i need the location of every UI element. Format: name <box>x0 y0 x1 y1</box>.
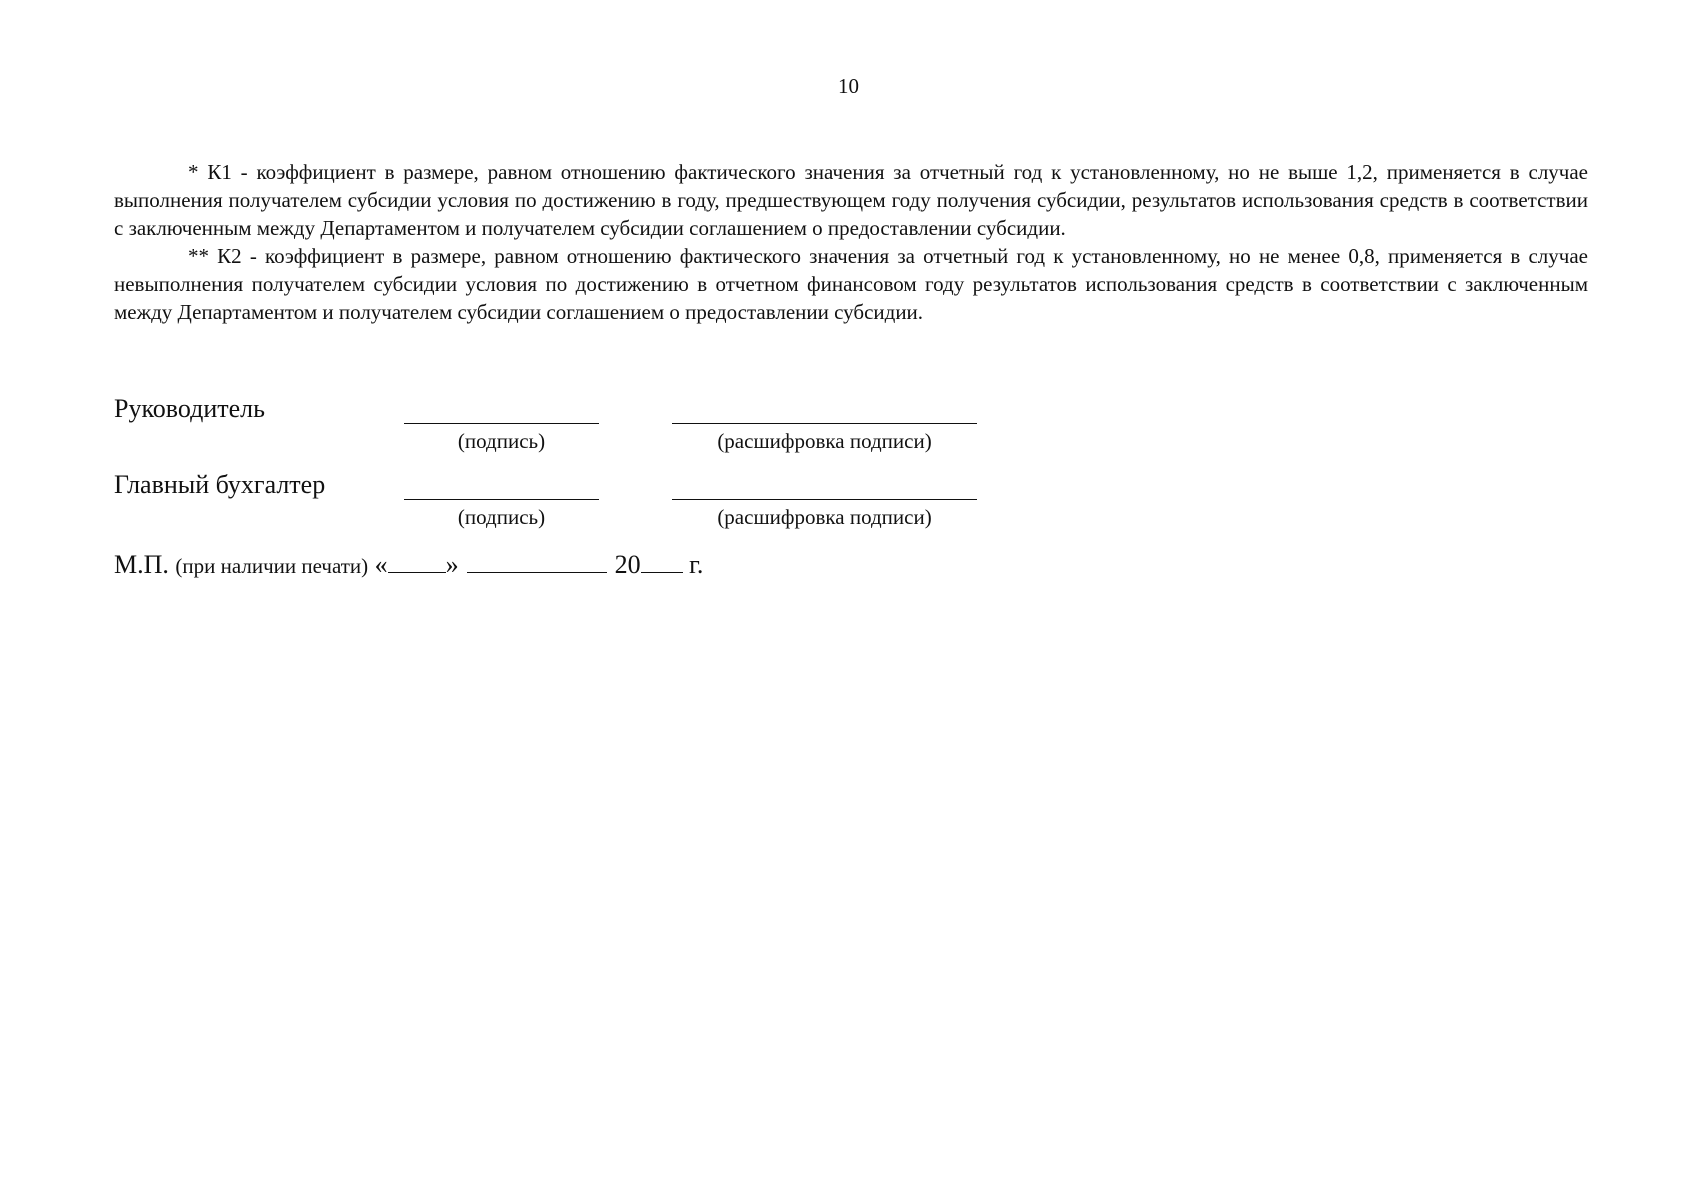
signature-line <box>404 499 599 500</box>
signature-caption: (подпись) <box>457 429 546 453</box>
signature-row-director <box>114 394 1014 454</box>
role-chief-accountant: Главный бухгалтер <box>114 470 326 499</box>
footnote-k1: * К1 - коэффициент в размере, равном отношению фактического значения за отчетный год к установленному, но не выше 1,2, применяется в случае выполнения получателем субсидии условия по достижению в году, предшествующем году получения субсидии, результатов использования средств в соответствии с заключенным между Департаментом и получателем субсидии соглашением о предоставлении субсидии. <box>114 160 1588 240</box>
signature-line <box>404 423 599 424</box>
signature-caption: (подпись) <box>457 505 546 529</box>
signature-decoding-caption: (расшифровка подписи) <box>717 429 932 453</box>
footnotes <box>114 158 1588 326</box>
role-director: Руководитель <box>114 394 265 423</box>
stamp-label: М.П. <box>114 550 169 579</box>
footnote-k2: ** К2 - коэффициент в размере, равном отношению фактического значения за отчетный год к установленному, но не менее 0,8, применяется в случае невыполнения получателем субсидии условия по достижению в отчетном финансовом году результатов использования средств в соответствии с заключенным между Департаментом и получателем субсидии соглашением о предоставлении субсидии. <box>114 244 1588 324</box>
signature-decoding-line <box>672 423 977 424</box>
year-suffix: г. <box>689 550 704 579</box>
date-open-quote: « <box>374 550 388 579</box>
page-number: 10 <box>838 74 859 98</box>
stamp-note: (при наличии печати) <box>175 554 369 578</box>
stamp-date-row <box>114 550 703 581</box>
day-blank <box>388 550 446 573</box>
signature-decoding-line <box>672 499 977 500</box>
month-blank <box>467 550 607 573</box>
year-prefix: 20 <box>614 550 641 579</box>
date-close-quote: » <box>445 550 459 579</box>
signature-decoding-caption: (расшифровка подписи) <box>717 505 932 529</box>
year-blank <box>641 550 683 573</box>
signature-row-chief-accountant <box>114 470 1014 530</box>
